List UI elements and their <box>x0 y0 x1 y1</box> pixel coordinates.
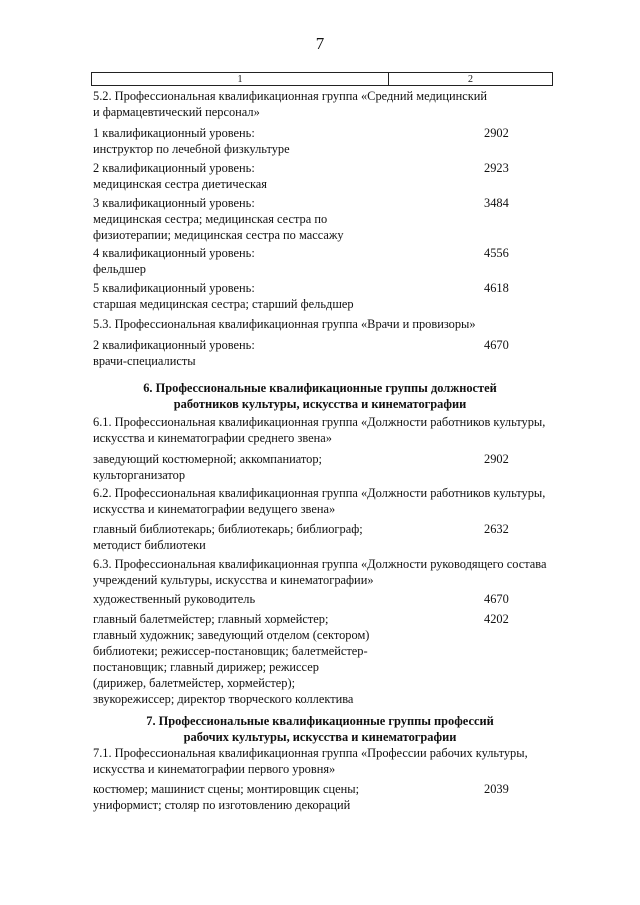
salary-value: 2039 <box>484 782 509 796</box>
position-name: 2 квалификационный уровень: врачи-специалисты <box>93 338 255 368</box>
salary-value: 4670 <box>484 338 509 352</box>
salary-value: 4670 <box>484 592 509 606</box>
salary-value: 4618 <box>484 281 509 295</box>
group-6-1-title: 6.1. Профессиональная квалификационная группа «Должности работников культуры, искусства и кинематографии среднего звена» <box>93 415 546 445</box>
salary-value: 4202 <box>484 612 509 626</box>
group-7-1-title: 7.1. Профессиональная квалификационная группа «Профессии рабочих культуры, искусства и кинематографии первого уровня» <box>93 746 528 776</box>
group-6-3-title: 6.3. Профессиональная квалификационная группа «Должности руководящего состава учреждений культуры, искусства и кинематографии» <box>93 557 547 587</box>
position-name: 1 квалификационный уровень: инструктор по лечебной физкультуре <box>93 126 290 156</box>
position-name: 2 квалификационный уровень: медицинская сестра диетическая <box>93 161 268 191</box>
position-name: 5 квалификационный уровень: старшая медицинская сестра; старший фельдшер <box>93 281 354 311</box>
column-header-1: 1 <box>92 73 389 86</box>
group-5-3-title: 5.3. Профессиональная квалификационная группа «Врачи и провизоры» <box>93 317 476 331</box>
position-name: костюмер; машинист сцены; монтировщик сцены; униформист; столяр по изготовлению декораций <box>93 782 360 812</box>
salary-value: 2923 <box>484 161 509 175</box>
group-6-2-title: 6.2. Профессиональная квалификационная группа «Должности работников культуры, искусства и кинематографии ведущего звена» <box>93 486 546 516</box>
column-header-table <box>91 72 553 86</box>
page-number: 7 <box>315 34 325 53</box>
salary-value: 3484 <box>484 196 509 210</box>
salary-value: 4556 <box>484 246 509 260</box>
group-5-2-title: 5.2. Профессиональная квалификационная группа «Средний медицинский и фармацевтический персонал» <box>93 89 488 119</box>
section-6-heading: 6. Профессиональные квалификационные группы должностей работников культуры, искусства и кинематографии <box>143 381 497 411</box>
salary-value: 2632 <box>484 522 509 536</box>
position-name: 3 квалификационный уровень: медицинская сестра; медицинская сестра по физиотерапии; медицинская сестра по массажу <box>93 196 344 242</box>
position-name: главный балетмейстер; главный хормейстер; главный художник; заведующий отделом (сектором) библиотеки; режиссер-постановщик; балетмейстер- постановщик; главный дирижер; режиссер (дирижер, балетмейстер, хормейстер); звукорежиссер; директор творческого коллектива <box>93 612 370 706</box>
salary-value: 2902 <box>484 126 509 140</box>
section-7-heading: 7. Профессиональные квалификационные группы профессий рабочих культуры, искусства и кинематографии <box>146 714 494 744</box>
position-name: художественный руководитель <box>93 592 256 606</box>
position-name: 4 квалификационный уровень: фельдшер <box>93 246 255 276</box>
column-header-2: 2 <box>389 73 553 86</box>
position-name: главный библиотекарь; библиотекарь; библиограф; методист библиотеки <box>93 522 363 552</box>
position-name: заведующий костюмерной; аккомпаниатор; культорганизатор <box>93 452 322 482</box>
salary-value: 2902 <box>484 452 509 466</box>
